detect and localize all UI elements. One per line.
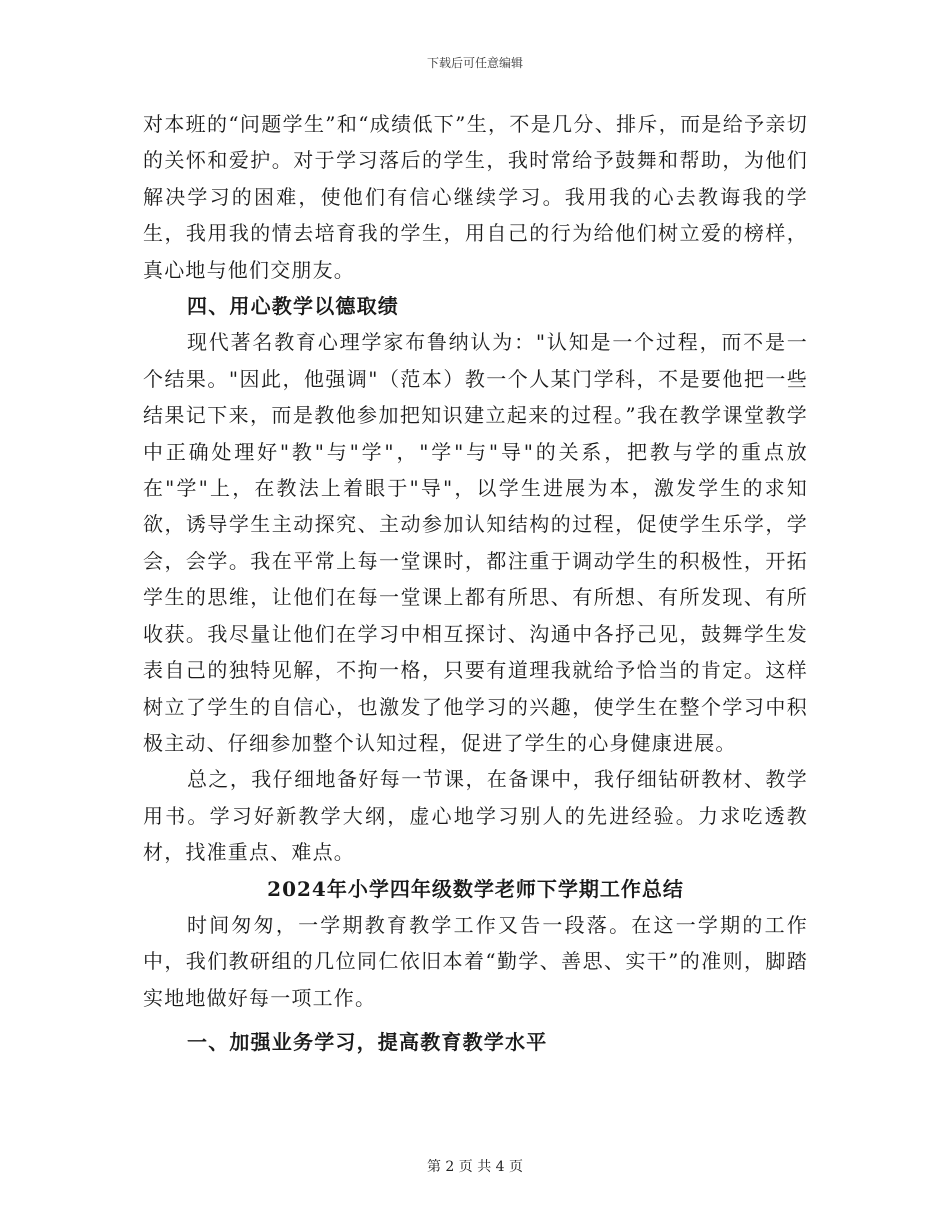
paragraph-problem-students: 对本班的“问题学生”和“成绩低下”生，不是几分、排斥，而是给予亲切的关怀和爱护。对于学习落后的学生，我时常给予鼓舞和帮助，为他们解决学习的困难，使他们有信心继续学习。我用我的心去教诲我的学生，我用我的情去培育我的学生，用自己的行为给他们树立爱的榜样，真心地与他们交朋友。	[143, 112, 808, 282]
document-body	[143, 106, 808, 1061]
paragraph-intro: 时间匆匆，一学期教育教学工作又告一段落。在这一学期的工作中，我们教研组的几位同仁依旧本着“勤学、善思、实干”的准则，脚踏实地地做好每一项工作。	[143, 912, 808, 1010]
page-number: 第 2 页 共 4 页	[426, 1159, 524, 1175]
paragraph-summary: 总之，我仔细地备好每一节课，在备课中，我仔细钻研教材、教学用书。学习好新教学大纲，虚心地学习别人的先进经验。力求吃透教材，找准重点、难点。	[143, 767, 808, 865]
section-heading-one: 一、加强业务学习，提高教育教学水平	[187, 1030, 548, 1055]
paragraph-bruner: 现代著名教育心理学家布鲁纳认为："认知是一个过程，而不是一个结果。"因此，他强调"（范本）教一个人某门学科，不是要他把一些结果记下来，而是教他参加把知识建立起来的过程。”我在教学课堂教学中正确处理好"教"与"学"，"学"与"导"的关系，把教与学的重点放在"学"上，在教法上着眼于"导"，以学生进展为本，激发学生的求知欲，诱导学生主动探究、主动参加认知结构的过程，促使学生乐学，学会，会学。我在平常上每一堂课时，都注重于调动学生的积极性，开拓学生的思维，让他们在每一堂课上都有所思、有所想、有所发现、有所收获。我尽量让他们在学习中相互探讨、沟通中各抒己见，鼓舞学生发表自己的独特见解，不拘一格，只要有道理我就给予恰当的肯定。这样树立了学生的自信心，也激发了他学习的兴趣，使学生在整个学习中积极主动、仔细参加整个认知过程，促进了学生的心身健康进展。	[143, 330, 808, 755]
document-title: 2024年小学四年级数学老师下学期工作总结	[267, 876, 684, 901]
header-note: 下载后可任意编辑	[426, 56, 523, 70]
section-heading-four: 四、用心教学以德取绩	[187, 294, 399, 319]
